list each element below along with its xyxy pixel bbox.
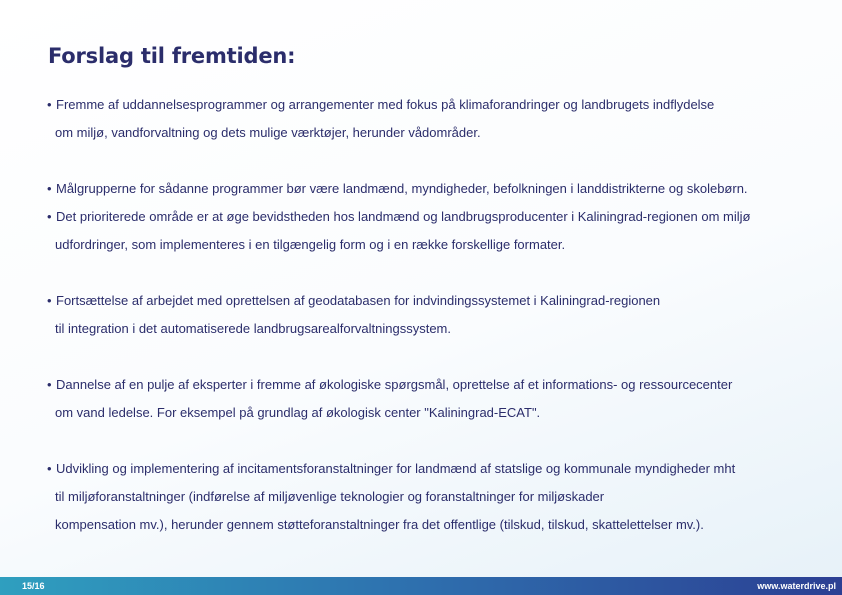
bullet-text: Fortsættelse af arbejdet med oprettelsen af geodatabasen for indvindingssystemet i Kaliningrad-regionen [56,293,661,308]
bullet-dot: • [47,209,52,224]
bullet-line [47,287,827,315]
bullet-dot: • [47,461,52,476]
bullet-list [47,91,827,539]
spacer [47,427,827,455]
spacer [47,259,827,287]
bullet-item [47,371,827,427]
bullet-dot: • [47,97,52,112]
spacer [47,147,827,175]
bullet-text: Det prioriterede område er at øge bevidstheden hos landmænd og landbrugsproducenter i Kaliningrad-regionen om miljø [56,209,751,224]
bullet-item [47,203,827,259]
bullet-item [47,287,827,343]
bullet-line: til integration i det automatiserede landbrugsarealforvaltningssystem. [55,321,451,336]
bullet-line: kompensation mv.), herunder gennem støtteforanstaltninger fra det offentlige (tilskud, tilskud, skattelettelser mv.). [55,517,704,532]
bullet-line: til miljøforanstaltninger (indførelse af miljøvenlige teknologier og foranstaltninger for miljøskader [55,489,605,504]
website-link[interactable]: www.waterdrive.pl [757,581,836,591]
bullet-item [47,455,827,539]
footer-bar [0,577,842,595]
bullet-item [47,91,827,147]
bullet-dot: • [47,181,52,196]
bullet-line: om vand ledelse. For eksempel på grundlag af økologisk center "Kaliningrad-ECAT". [55,405,541,420]
page-title: Forslag til fremtiden: [48,44,296,68]
page-number: 15/16 [22,581,45,591]
spacer [47,343,827,371]
bullet-dot: • [47,377,52,392]
bullet-text: Målgrupperne for sådanne programmer bør være landmænd, myndigheder, befolkningen i landdistrikterne og skolebørn. [56,181,748,196]
bullet-line [47,371,827,399]
bullet-line [47,91,827,119]
bullet-line [47,175,827,203]
bullet-line [47,203,827,231]
bullet-text: Dannelse af en pulje af eksperter i fremme af økologiske spørgsmål, oprettelse af et informations- og ressourcecenter [56,377,733,392]
bullet-text: Fremme af uddannelsesprogrammer og arrangementer med fokus på klimaforandringer og landbrugets indflydelse [56,97,715,112]
bullet-line [47,455,827,483]
bullet-line: om miljø, vandforvaltning og dets mulige værktøjer, herunder vådområder. [55,125,481,140]
bullet-line: udfordringer, som implementeres i en tilgængelig form og i en række forskellige formater. [55,237,566,252]
bullet-text: Udvikling og implementering af incitamentsforanstaltninger for landmænd af statslige og kommunale myndigheder mht [56,461,736,476]
bullet-item [47,175,827,203]
bullet-dot: • [47,293,52,308]
